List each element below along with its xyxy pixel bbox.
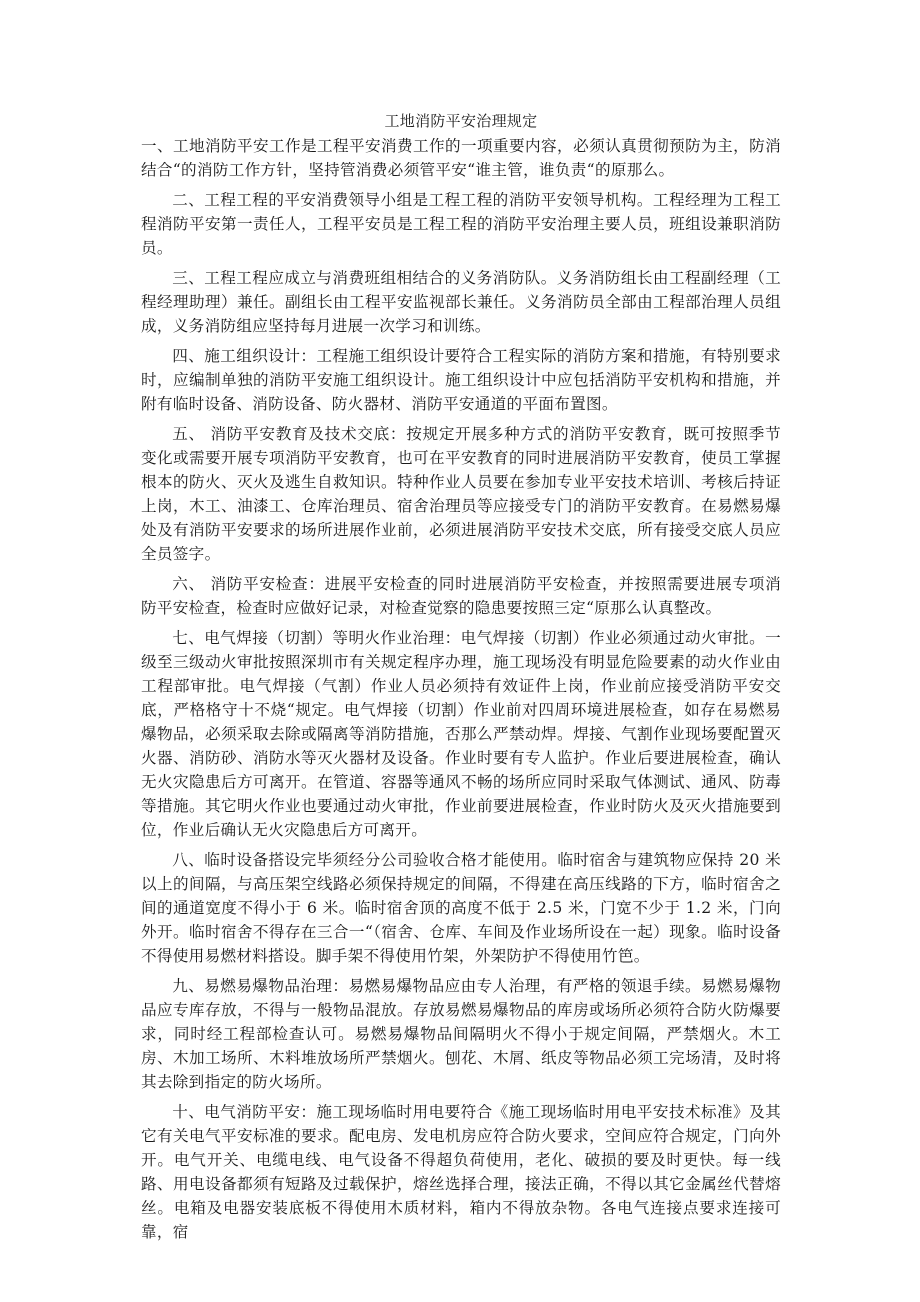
paragraph-6: 六、 消防平安检查：进展平安检查的同时进展消防平安检查，并按照需要进展专项消防平安检查，检查时应做好记录，对检查觉察的隐患要按照三定“原那么认真整改。 [141,575,781,617]
paragraph-4: 四、施工组织设计：工程施工组织设计要符合工程实际的消防方案和措施，有特别要求时，应编制单独的消防平安施工组织设计。施工组织设计中应包括消防平安机构和措施，并附有临时设备、消防设备、防火器材、消防平安通道的平面布置图。 [141,347,781,413]
paragraph-7: 七、电气焊接（切割）等明火作业治理：电气焊接（切割）作业必须通过动火审批。一级至三级动火审批按照深圳市有关规定程序办理，施工现场没有明显危险要素的动火作业由工程部审批。电气焊接（气割）作业人员必须持有效证件上岗，作业前应接受消防平安交底，严格格守十不烧“规定。电气焊接（切割）作业前对四周环境进展检查，如存在易燃易爆物品，必须采取去除或隔离等消防措施，否那么严禁动焊。焊接、气割作业现场要配置灭火器、消防砂、消防水等灭火器材及设备。作业时要有专人监护。作业后要进展检查，确认无火灾隐患后方可离开。在管道、容器等通风不畅的场所应同时采取气体测试、通风、防毒等措施。其它明火作业也要通过动火审批，作业前要进展检查，作业时防火及灭火措施要到位，作业后确认无火灾隐患后方可离开。 [141,629,781,839]
paragraph-2: 二、工程工程的平安消费领导小组是工程工程的消防平安领导机构。工程经理为工程工程消防平安第一责任人，工程平安员是工程工程的消防平安治理主要人员，班组设兼职消防员。 [141,191,781,257]
paragraph-1: 一、工地消防平安工作是工程平安消费工作的一项重要内容，必须认真贯彻预防为主，防消结合“的消防工作方针，坚持管消费必须管平安“谁主管，谁负责“的原那么。 [141,137,781,179]
paragraph-9: 九、易燃易爆物品治理：易燃易爆物品应由专人治理，有严格的领退手续。易燃易爆物品应专库存放，不得与一般物品混放。存放易燃易爆物品的库房或场所必须符合防火防爆要求，同时经工程部检查认可。易燃易爆物品间隔明火不得小于规定间隔，严禁烟火。木工房、木加工场所、木料堆放场所严禁烟火。刨花、木屑、纸皮等物品必须工完场清，及时将其去除到指定的防火场所。 [141,977,781,1091]
paragraph-5: 五、 消防平安教育及技术交底：按规定开展多种方式的消防平安教育，既可按照季节变化或需要开展专项消防平安教育，也可在平安教育的同时进展消防平安教育，使员工掌握根本的防火、灭火及逃生自救知识。特种作业人员要在参加专业平安技术培训、考核后持证上岗，木工、油漆工、仓库治理员、宿舍治理员等应接受专门的消防平安教育。在易燃易爆处及有消防平安要求的场所进展作业前，必须进展消防平安技术交底，所有接受交底人员应全员签字。 [141,425,781,563]
paragraph-8: 八、临时设备搭设完毕须经分公司验收合格才能使用。临时宿舍与建筑物应保持 20 米以上的间隔，与高压架空线路必须保持规定的间隔，不得建在高压线路的下方，临时宿舍之间的通道宽度不得小于 6 米。临时宿舍顶的高度不低于 2.5 米，门宽不少于 1.2 米，门向外开。临时宿舍不得存在三合一“（宿舍、仓库、车间及作业场所设在一起）现象。临时设备不得使用易燃材料搭设。脚手架不得使用竹架，外架防护不得使用竹笆。 [141,851,781,965]
document-title: 工地消防平安治理规定 [384,112,538,130]
paragraph-10: 十、电气消防平安：施工现场临时用电要符合《施工现场临时用电平安技术标准》及其它有关电气平安标准的要求。配电房、发电机房应符合防火要求，空间应符合规定，门向外开。电气开关、电缆电线、电气设备不得超负荷使用，老化、破损的要及时更快。每一线路、用电设备都须有短路及过载保护，熔丝选择合理，接法正确，不得以其它金属丝代替熔丝。电箱及电器安装底板不得使用木质材料，箱内不得放杂物。各电气连接点要求连接可靠，宿 [141,1103,781,1241]
paragraph-3: 三、工程工程应成立与消费班组相结合的义务消防队。义务消防组长由工程副经理（工程经理助理）兼任。副组长由工程平安监视部长兼任。义务消防员全部由工程部治理人员组成，义务消防组应坚持每月进展一次学习和训练。 [141,269,781,335]
document-page [141,109,781,1250]
